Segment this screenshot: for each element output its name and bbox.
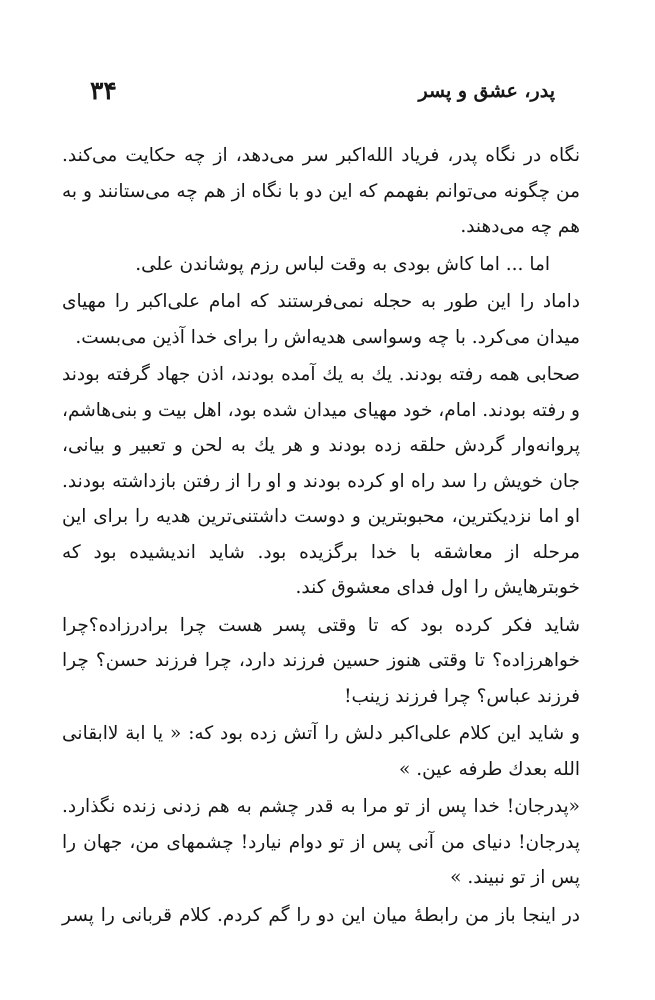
paragraph: «پدرجان! خدا پس از تو مرا به قدر چشم به هم زدنی زنده نگذارد. پدرجان! دنیای من آنی پس از تو دوام نیارد! چشمهای من، جهان را پس از تو نبیند. » bbox=[62, 796, 580, 888]
paragraph: اما ... اما کاش بودی به وقت لباس رزم پوشاندن علی. bbox=[135, 253, 550, 275]
running-title: پدر، عشق و پسر bbox=[418, 80, 555, 102]
paragraph: نگاه در نگاه پدر، فریاد الله‌اکبر سر می‌دهد، از چه حکایت می‌کند. من چگونه می‌توانم بفهمم که این دو با نگاه از هم چه می‌ستانند و به هم چه می‌دهند. bbox=[62, 145, 580, 237]
paragraph: در اینجا باز من رابطهٔ میان این دو را گم کردم. کلام قربانی را پسر bbox=[62, 904, 580, 926]
page-number: ۳۴ bbox=[90, 76, 117, 105]
page-body bbox=[62, 138, 580, 935]
page-header bbox=[90, 76, 555, 108]
paragraph: داماد را این طور به حجله نمی‌فرستند که امام علی‌اکبر را مهیای میدان می‌کرد. با چه وسواسی هدیه‌اش را برای خدا آذین می‌بست. bbox=[62, 291, 580, 348]
paragraph: شاید فکر کرده بود که تا وقتی پسر هست چرا برادرزاده؟چرا خواهرزاده؟ تا وقتی هنوز حسین فرزند دارد، چرا فرزند حسن؟ چرا فرزند عباس؟ چرا فرزند زینب! bbox=[62, 614, 580, 707]
paragraph: و شاید این کلام علی‌اکبر دلش را آتش زده بود که: « یا ابة لاابقانی الله بعدك طرفه عین. » bbox=[62, 723, 580, 780]
paragraph: صحابی همه رفته بودند. یك به یك آمده بودند، اذن جهاد گرفته بودند و رفته بودند. امام، خود مهیای میدان شده بود، اهل بیت و بنی‌هاشم، پروانه‌وار گردش حلقه زده بودند و هر یك به لحن و تعبیر و بیانی، جان خویش را سد راه او کرده بودند و او را از رفتن بازداشته بودند. او اما نزدیکترین، محبوبترین و دوست داشتنی‌ترین هدیه را برای این مرحله از معاشقه با خدا برگزیده بود. شاید اندیشیده بود که خوبترهایش را اول فدای معشوق کند. bbox=[62, 364, 580, 598]
